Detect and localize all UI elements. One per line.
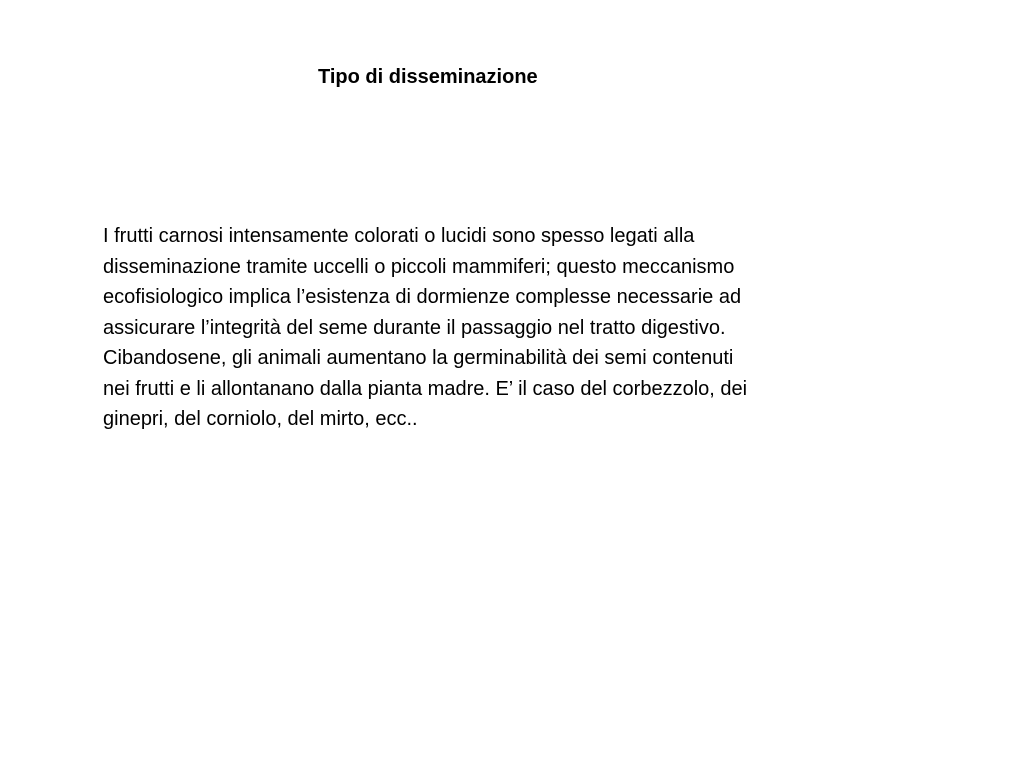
body-line: Cibandosene, gli animali aumentano la germinabilità dei semi contenuti [103, 347, 734, 369]
body-line: I frutti carnosi intensamente colorati o lucidi sono spesso legati alla [103, 225, 695, 247]
body-line: nei frutti e li allontanano dalla pianta madre. E’ il caso del corbezzolo, dei [103, 377, 748, 400]
body-line: disseminazione tramite uccelli o piccoli mammiferi; questo meccanismo [103, 255, 735, 278]
body-line: assicurare l’integrità del seme durante il passaggio nel tratto digestivo. [103, 316, 726, 339]
body-line: ginepri, del corniolo, del mirto, ecc.. [103, 408, 418, 430]
body-line: ecofisiologico implica l’esistenza di dormienze complesse necessarie ad [103, 286, 742, 308]
slide-body-text [103, 221, 963, 435]
slide-title: Tipo di disseminazione [318, 66, 538, 88]
